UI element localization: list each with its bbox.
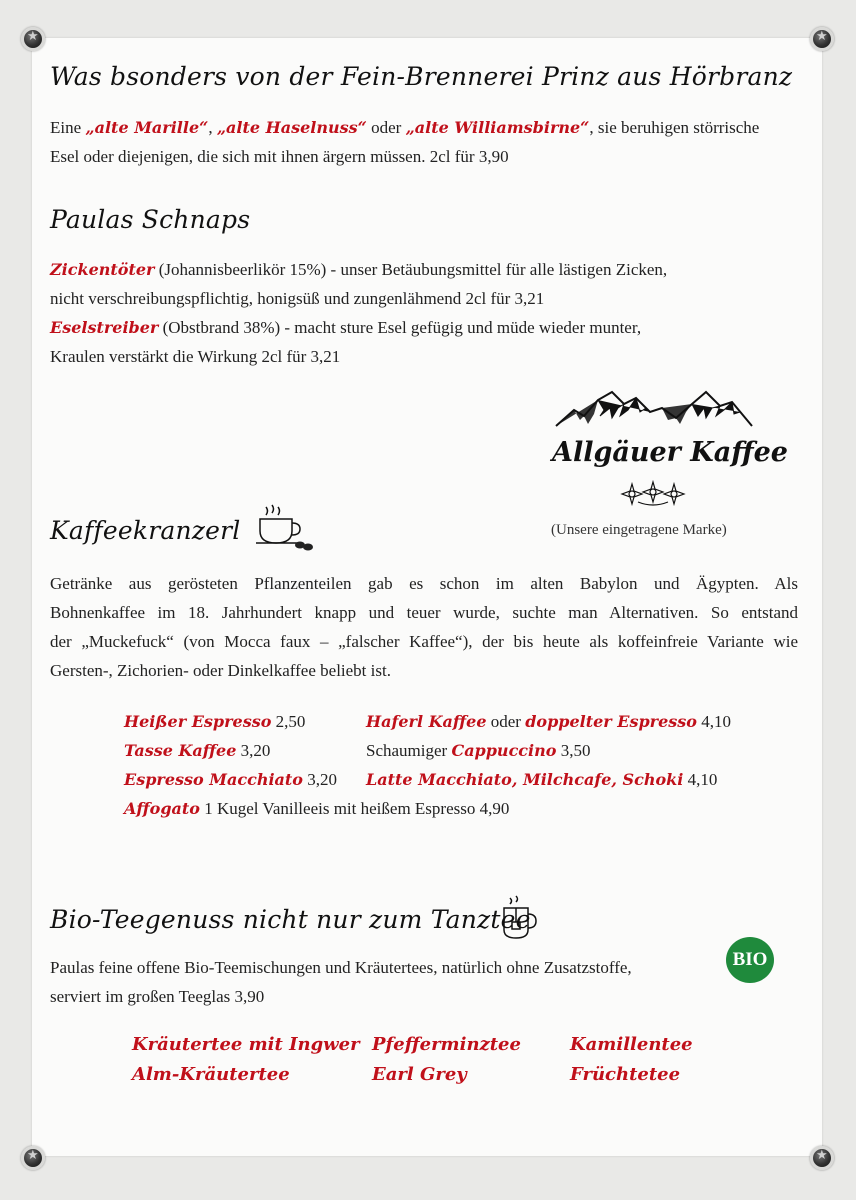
menu-item-name: doppelter Espresso bbox=[525, 712, 697, 731]
kaffee-text-line-2: Bohnenkaffee im 18. Jahrhundert knapp und teuer wurde, suchte man Alternativen. So entstand bbox=[50, 603, 798, 622]
menu-item-name: Affogato bbox=[124, 799, 200, 818]
menu-item-name: Heißer Espresso bbox=[124, 712, 272, 731]
tee-heading: Bio-Teegenuss nicht nur zum Tanztee bbox=[50, 905, 531, 934]
prinz-or: oder bbox=[371, 118, 402, 137]
menu-item-price: 3,20 bbox=[236, 741, 271, 760]
mountains-icon bbox=[554, 386, 754, 434]
schnaps-desc-2a: (Obstbrand 38%) - macht sture Esel gefügig und müde wieder munter, bbox=[158, 318, 642, 337]
menu-item-name: Tasse Kaffee bbox=[124, 741, 237, 760]
menu-item-connector: oder bbox=[486, 712, 526, 731]
menu-item-espresso-macchiato bbox=[124, 770, 337, 790]
prinz-intro: Eine bbox=[50, 118, 82, 137]
schnaps-text bbox=[50, 255, 770, 371]
schnaps-name-eselstreiber: Eselstreiber bbox=[50, 318, 159, 337]
menu-item-price: 4,10 bbox=[683, 770, 718, 789]
tee-text bbox=[50, 953, 750, 1011]
prinz-desc-1: , sie beruhigen störrische bbox=[589, 118, 760, 137]
schnaps-desc-1a: (Johannisbeerlikör 15%) - unser Betäubungsmittel für alle lästigen Zicken, bbox=[154, 260, 668, 279]
prinz-sep: , bbox=[208, 118, 213, 137]
menu-item-price: 3,20 bbox=[302, 770, 337, 789]
coffee-cup-icon bbox=[254, 503, 314, 553]
kaffee-text-line-1: Getränke aus gerösteten Pflanzenteilen gab es schon im alten Babylon und Ägypten. Als bbox=[50, 574, 798, 593]
prinz-text bbox=[50, 113, 770, 171]
prinz-item-marille: „alte Marille“ bbox=[85, 118, 209, 137]
kaffee-text-line-4: Gersten-, Zichorien- oder Dinkelkaffee beliebt ist. bbox=[50, 661, 391, 680]
menu-item-name: Latte Macchiato, Milchcafe, Schoki bbox=[366, 770, 684, 789]
edelweiss-icon bbox=[618, 480, 688, 508]
tea-item-alm-kraeutertee: Alm-Kräutertee bbox=[132, 1064, 290, 1085]
menu-item-name: Haferl Kaffee bbox=[366, 712, 487, 731]
brand-logo-title: Allgäuer Kaffee bbox=[552, 437, 788, 468]
menu-item-price: 4,10 bbox=[696, 712, 731, 731]
menu-item-price: 3,50 bbox=[556, 741, 591, 760]
prinz-item-williamsbirne: „alte Williamsbirne“ bbox=[405, 118, 590, 137]
menu-item-prefix: Schaumiger bbox=[366, 741, 452, 760]
tee-text-line-2: serviert im großen Teeglas 3,90 bbox=[50, 987, 265, 1006]
menu-item-haferl-kaffee bbox=[366, 712, 731, 732]
tea-item-kraeutertee-ingwer: Kräutertee mit Ingwer bbox=[132, 1034, 360, 1055]
screw-bottom-left bbox=[21, 1146, 45, 1170]
tea-mug-icon bbox=[500, 894, 540, 942]
tea-item-earl-grey: Earl Grey bbox=[372, 1064, 467, 1085]
menu-item-affogato bbox=[124, 799, 509, 819]
schnaps-name-zickentoeter: Zickentöter bbox=[50, 260, 155, 279]
menu-item-name: Cappuccino bbox=[451, 741, 557, 760]
prinz-heading: Was bsonders von der Fein-Brennerei Prinz aus Hörbranz bbox=[50, 62, 793, 91]
kaffee-intro-text bbox=[50, 569, 798, 685]
schnaps-desc-1b: nicht verschreibungspflichtig, honigsüß und zungenlähmend 2cl für 3,21 bbox=[50, 289, 545, 308]
tea-item-kamillentee: Kamillentee bbox=[570, 1034, 693, 1055]
screw-top-left bbox=[21, 27, 45, 51]
menu-item-latte-macchiato bbox=[366, 770, 717, 790]
menu-item-tasse-kaffee bbox=[124, 741, 270, 761]
menu-item-name: Espresso Macchiato bbox=[124, 770, 303, 789]
tea-item-pfefferminztee: Pfefferminztee bbox=[372, 1034, 521, 1055]
screw-bottom-right bbox=[810, 1146, 834, 1170]
prinz-item-haselnuss: „alte Haselnuss“ bbox=[216, 118, 367, 137]
menu-item-heisser-espresso bbox=[124, 712, 305, 732]
schnaps-desc-2b: Kraulen verstärkt die Wirkung 2cl für 3,21 bbox=[50, 347, 341, 366]
brand-caption: (Unsere eingetragene Marke) bbox=[551, 522, 727, 538]
menu-item-price: 2,50 bbox=[271, 712, 306, 731]
tea-item-fruechtetee: Früchtetee bbox=[570, 1064, 681, 1085]
prinz-desc-2: Esel oder diejenigen, die sich mit ihnen ärgern müssen. 2cl für 3,90 bbox=[50, 147, 509, 166]
screw-top-right bbox=[810, 27, 834, 51]
schnaps-heading: Paulas Schnaps bbox=[50, 205, 251, 234]
kaffee-heading: Kaffeekranzerl bbox=[50, 516, 241, 545]
kaffee-text-line-3: der „Muckefuck“ (von Mocca faux – „falscher Kaffee“), der bis heute als koffeinfreie Variante wie bbox=[50, 632, 798, 651]
tee-text-line-1: Paulas feine offene Bio-Teemischungen und Kräutertees, natürlich ohne Zusatzstoffe, bbox=[50, 958, 632, 977]
menu-item-cappuccino bbox=[366, 741, 590, 761]
bio-badge: BIO bbox=[726, 937, 774, 983]
menu-item-description: 1 Kugel Vanilleeis mit heißem Espresso 4,90 bbox=[199, 799, 510, 818]
